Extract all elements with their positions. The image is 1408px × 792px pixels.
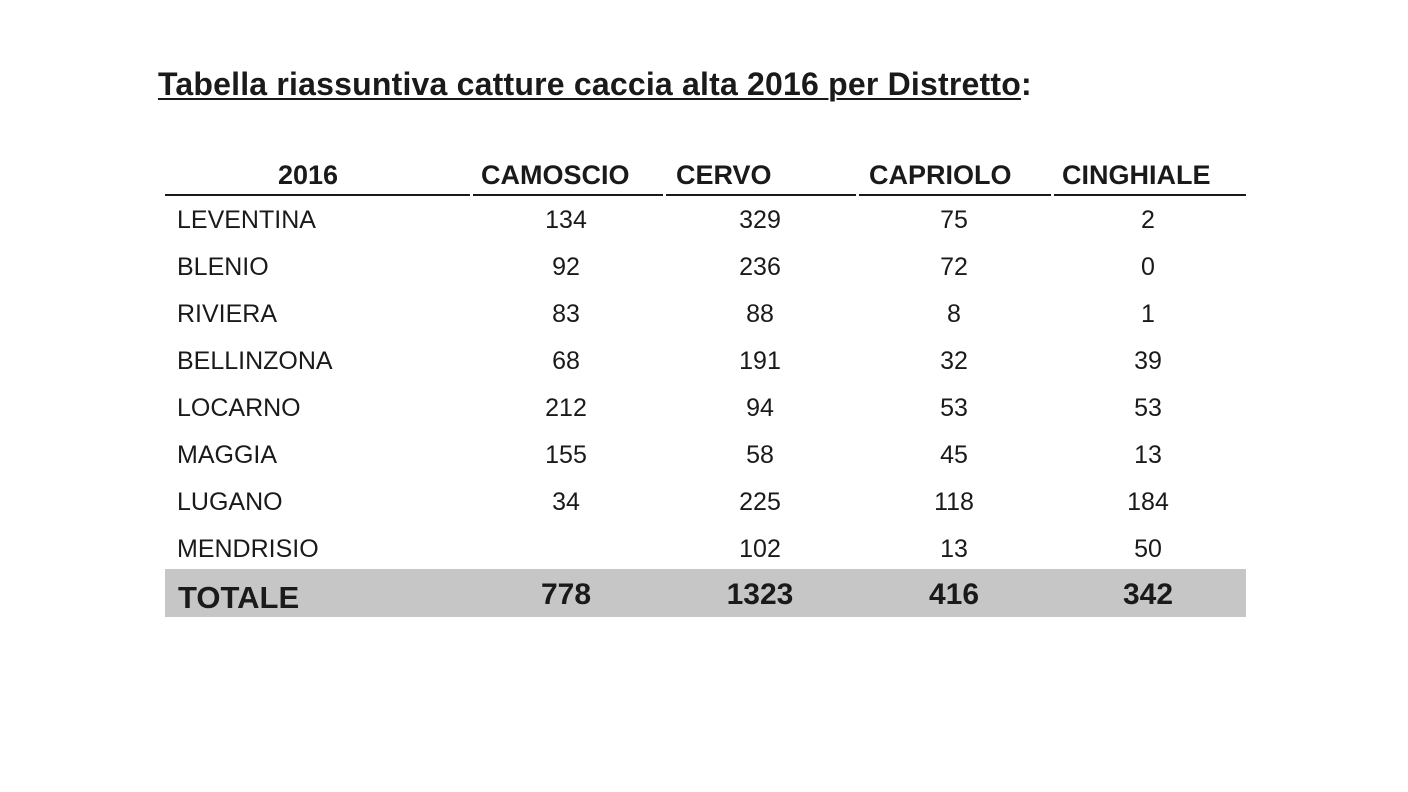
cervo-cell: 88: [746, 300, 774, 328]
capriolo-cell: 72: [940, 253, 968, 281]
cinghiale-cell: 53: [1134, 394, 1162, 422]
total-cinghiale: 342: [1122, 578, 1174, 611]
header-cinghiale: CINGHIALE: [1062, 160, 1211, 190]
cinghiale-cell: 39: [1134, 347, 1162, 375]
cervo-cell: 225: [739, 488, 781, 516]
header-camoscio: CAMOSCIO: [481, 160, 630, 190]
total-row: [165, 569, 1246, 617]
cervo-cell: 329: [739, 206, 781, 234]
table-row: [165, 196, 1246, 243]
district-cell: MENDRISIO: [177, 535, 319, 563]
cervo-cell: 58: [746, 441, 774, 469]
table-row: [165, 290, 1246, 337]
camoscio-cell: 212: [545, 394, 587, 422]
cervo-cell: 236: [739, 253, 781, 281]
cinghiale-cell: 0: [1141, 253, 1155, 281]
cervo-cell: 191: [739, 347, 781, 375]
cinghiale-cell: 184: [1127, 488, 1169, 516]
camoscio-cell: 155: [545, 441, 587, 469]
cervo-cell: 94: [746, 394, 774, 422]
capriolo-cell: 53: [940, 394, 968, 422]
total-camoscio: 778: [540, 578, 592, 611]
camoscio-cell: 134: [545, 206, 587, 234]
capriolo-cell: 8: [947, 300, 961, 328]
total-capriolo: 416: [928, 578, 980, 611]
district-cell: BLENIO: [177, 253, 269, 281]
header-capriolo: CAPRIOLO: [869, 160, 1012, 190]
camoscio-cell: 83: [552, 300, 580, 328]
title-colon: :: [1020, 66, 1032, 102]
district-cell: RIVIERA: [177, 300, 278, 328]
header-year: 2016: [278, 160, 339, 190]
cinghiale-cell: 13: [1134, 441, 1162, 469]
cinghiale-cell: 1: [1141, 300, 1155, 328]
table-row: [165, 384, 1246, 431]
capriolo-cell: 32: [940, 347, 968, 375]
table-row: [165, 525, 1246, 572]
total-cervo: 1323: [726, 578, 794, 611]
table-row: [165, 337, 1246, 384]
district-cell: LEVENTINA: [177, 206, 316, 234]
district-cell: MAGGIA: [177, 441, 278, 469]
district-cell: BELLINZONA: [177, 347, 333, 375]
capriolo-cell: 13: [940, 535, 968, 563]
cinghiale-cell: 50: [1134, 535, 1162, 563]
table-header: [165, 154, 1246, 196]
table-row: [165, 478, 1246, 525]
camoscio-cell: 34: [552, 488, 580, 516]
cinghiale-cell: 2: [1141, 206, 1155, 234]
header-cervo: CERVO: [676, 160, 772, 190]
camoscio-cell: 92: [552, 253, 580, 281]
cervo-cell: 102: [739, 535, 781, 563]
table-row: [165, 431, 1246, 478]
capriolo-cell: 118: [934, 488, 974, 516]
district-cell: LUGANO: [177, 488, 283, 516]
camoscio-cell: 68: [552, 347, 580, 375]
page-title: [158, 66, 1032, 103]
district-cell: LOCARNO: [177, 394, 301, 422]
captures-table: [165, 154, 1246, 617]
title-text: Tabella riassuntiva catture caccia alta 2016 per Distretto: [158, 66, 1021, 102]
capriolo-cell: 75: [940, 206, 968, 234]
total-label: TOTALE: [178, 580, 300, 615]
capriolo-cell: 45: [940, 441, 968, 469]
table-row: [165, 243, 1246, 290]
